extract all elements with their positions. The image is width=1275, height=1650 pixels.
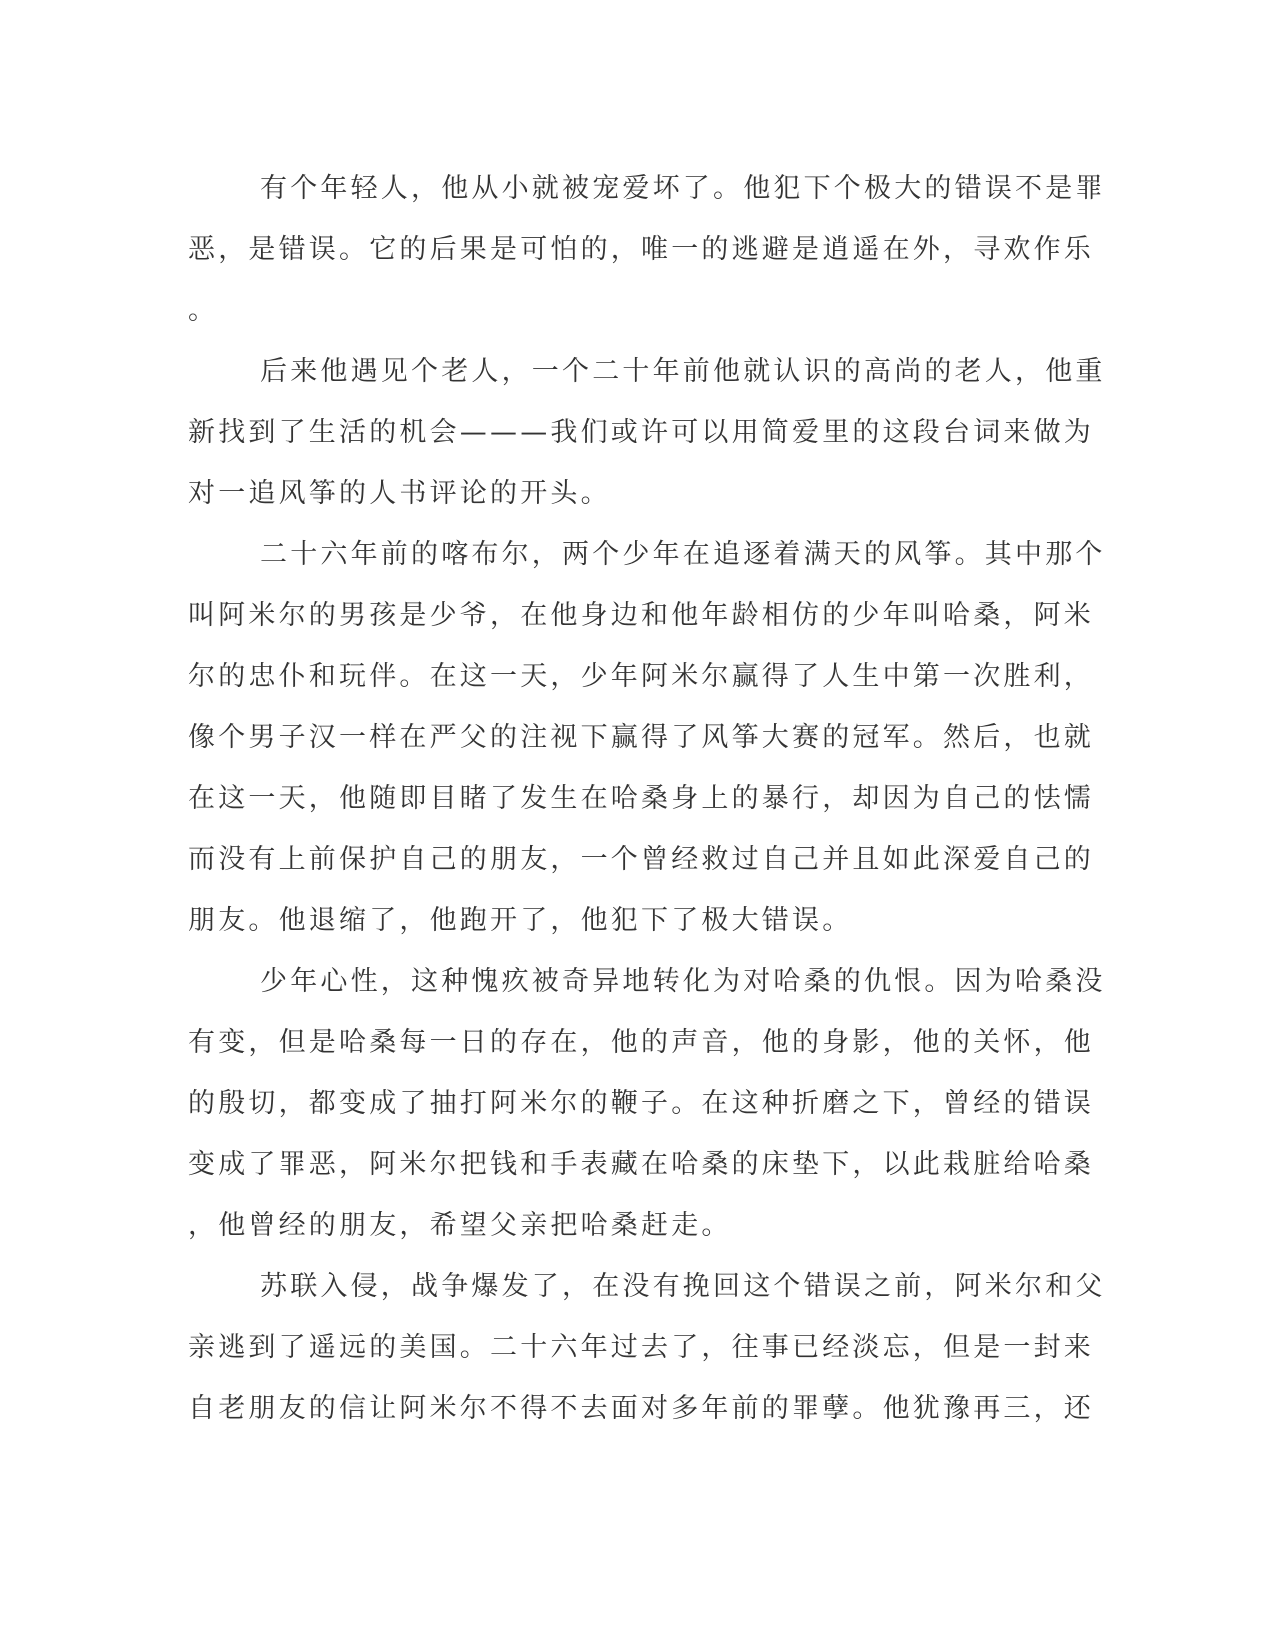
text-line: 像个男子汉一样在严父的注视下赢得了风筝大赛的冠军。然后，也就 xyxy=(188,722,1094,753)
text-line: 新找到了生活的机会———我们或许可以用简爱里的这段台词来做为 xyxy=(188,417,1094,448)
text-line: 亲逃到了遥远的美国。二十六年过去了，往事已经淡忘，但是一封来 xyxy=(188,1332,1094,1363)
text-line: ，他曾经的朋友，希望父亲把哈桑赶走。 xyxy=(188,1210,732,1241)
text-line: 尔的忠仆和玩伴。在这一天，少年阿米尔赢得了人生中第一次胜利， xyxy=(188,661,1094,692)
text-line: 而没有上前保护自己的朋友，一个曾经救过自己并且如此深爱自己的 xyxy=(188,844,1094,875)
text-line: 朋友。他退缩了，他跑开了，他犯下了极大错误。 xyxy=(188,905,853,936)
text-line: 后来他遇见个老人，一个二十年前他就认识的高尚的老人，他重 xyxy=(260,356,1106,387)
text-line: 二十六年前的喀布尔，两个少年在追逐着满天的风筝。其中那个 xyxy=(260,539,1106,570)
text-line: 有变，但是哈桑每一日的存在，他的声音，他的身影，他的关怀，他 xyxy=(188,1027,1094,1058)
text-line: 少年心性，这种愧疚被奇异地转化为对哈桑的仇恨。因为哈桑没 xyxy=(260,966,1106,997)
text-line: 。 xyxy=(188,295,219,326)
text-line: 在这一天，他随即目睹了发生在哈桑身上的暴行，却因为自己的怯懦 xyxy=(188,783,1094,814)
text-line: 对一追风筝的人书评论的开头。 xyxy=(188,478,611,509)
review-text xyxy=(188,158,1106,1439)
text-line: 恶，是错误。它的后果是可怕的，唯一的逃避是逍遥在外，寻欢作乐 xyxy=(188,234,1094,265)
text-line: 变成了罪恶，阿米尔把钱和手表藏在哈桑的床垫下，以此栽脏给哈桑 xyxy=(188,1149,1094,1180)
text-line: 的殷切，都变成了抽打阿米尔的鞭子。在这种折磨之下，曾经的错误 xyxy=(188,1088,1094,1119)
text-line: 自老朋友的信让阿米尔不得不去面对多年前的罪孽。他犹豫再三，还 xyxy=(188,1393,1094,1424)
text-line: 有个年轻人，他从小就被宠爱坏了。他犯下个极大的错误不是罪 xyxy=(260,173,1106,204)
text-line: 叫阿米尔的男孩是少爷，在他身边和他年龄相仿的少年叫哈桑，阿米 xyxy=(188,600,1094,631)
text-line: 苏联入侵，战争爆发了，在没有挽回这个错误之前，阿米尔和父 xyxy=(260,1271,1106,1302)
